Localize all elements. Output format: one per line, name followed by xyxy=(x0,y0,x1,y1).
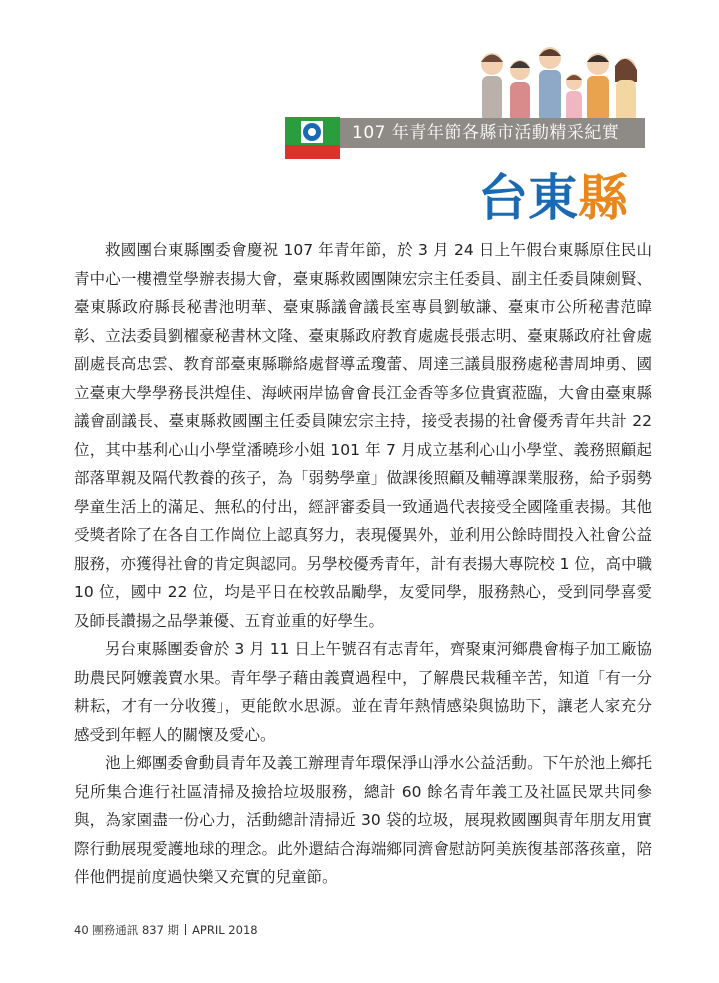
footer-date: APRIL 2018 xyxy=(192,923,258,937)
article-paragraph: 池上鄉團委會動員青年及義工辦理青年環保淨山淨水公益活動。下午於池上鄉托兒所集合進行社區清掃及撿拾垃圾服務，總計 60 餘名青年義工及社區民眾共同參與，為家園盡一份心力，活動總計清掃近 30 袋的垃圾，展現救國團與青年朋友用實際行動展現愛護地球的理念。此外還結合海端鄉同濟會慰訪阿美族復基部落孩童，陪伴他們提前度過快樂又充實的兒童節。 xyxy=(74,754,652,886)
county-title-part1: 台東 xyxy=(478,168,578,227)
party-flag-icon xyxy=(285,117,340,159)
section-banner xyxy=(340,118,645,148)
banner-title: 107 年青年節各縣市活動精采紀實 xyxy=(352,123,620,143)
article-paragraph: 救國團台東縣團委會慶祝 107 年青年節，於 3 月 24 日上午假台東縣原住民山青中心一樓禮堂學辦表揚大會，臺東縣救國團陳宏宗主任委員、副主任委員陳劍賢、臺東縣政府縣長秘書池明華、臺東縣議會議長室專員劉敏謙、臺東市公所秘書范暐彰、立法委員劉櫂豪秘書林文隆、臺東縣政府教育處處長張志明、臺東縣政府社會處副處長高忠雲、教育部臺東縣聯絡處督導孟瓊蕾、周達三議員服務處秘書周坤勇、國立臺東大學學務長洪煌佳、海峽兩岸協會會長江金香等多位貴賓蒞臨，大會由臺東縣議會副議長、臺東縣救國團主任委員陳宏宗主持，接受表揚的社會優秀青年共計 22 位，其中基利心山小學堂潘曉珍小姐 101 年 7 月成立基利心山小學堂、義務照顧起部落單親及隔代教養的孩子，為「弱勢學童」做課後照顧及輔導課業服務，給予弱勢學童生活上的滿足、無私的付出，經評審委員一致通過代表接受全國隆重表揚。其他受獎者除了在各自工作崗位上認真努力，表現優異外，並利用公餘時間投入社會公益服務，亦獲得社會的肯定與認同。另學校優秀青年，計有表揚大專院校 1 位，高中職 10 位，國中 22 位，均是平日在校敦品勵學，友愛同學，服務熱心，受到同學喜愛及師長讚揚之品學兼優、五育並重的好學生。 xyxy=(74,241,652,630)
page-footer xyxy=(74,922,258,938)
county-title xyxy=(478,168,648,228)
article-paragraph: 另台東縣團委會於 3 月 11 日上午號召有志青年，齊聚東河鄉農會梅子加工廠協助農民阿嬤義賣水果。青年學子藉由義賣過程中，了解農民栽種辛苦，知道「有一分耕耘，才有一分收獲」，更能飲水思源。並在青年熱情感染與協助下，讓老人家充分感受到年輕人的關懷及愛心。 xyxy=(74,640,652,744)
footer-issue: 40 團務通訊 837 期 xyxy=(74,923,180,937)
footer-divider xyxy=(185,924,186,935)
county-title-part2: 縣 xyxy=(578,168,628,227)
article-body xyxy=(74,236,652,892)
family-illustration xyxy=(470,42,645,122)
